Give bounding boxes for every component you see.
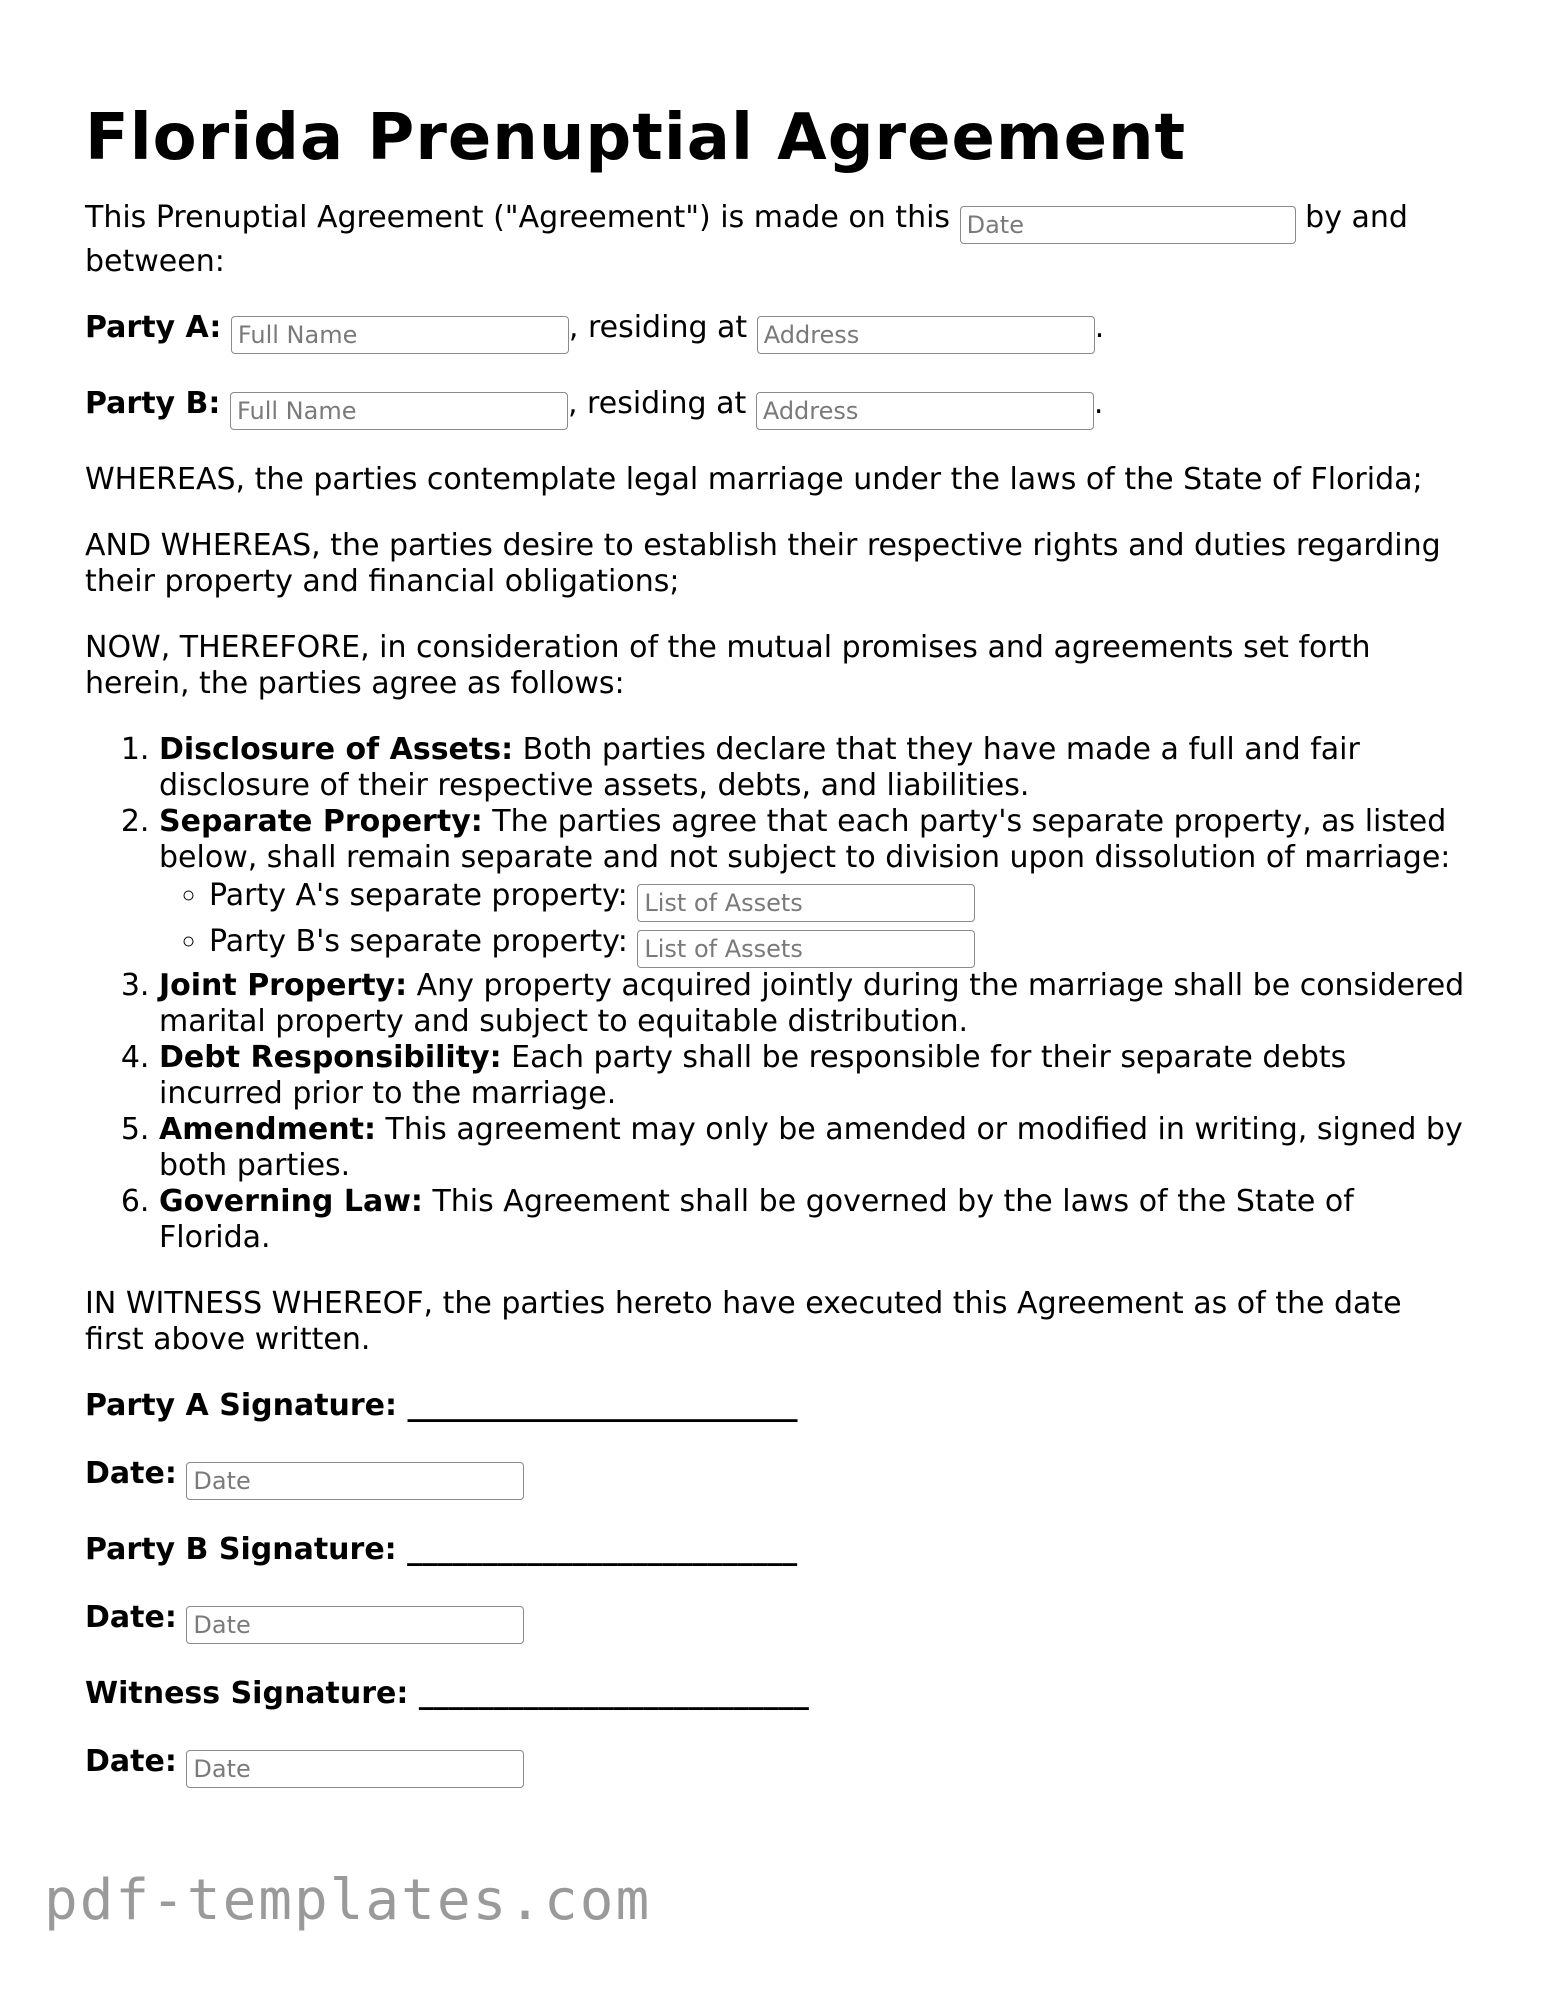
recital-whereas: WHEREAS, the parties contemplate legal marriage under the laws of the State of Florida; (85, 462, 1423, 497)
party-b-period: . (1093, 386, 1104, 421)
term-text: Each party shall be responsible for their separate debts incurred prior to the marriage. (159, 1040, 1347, 1111)
party-b-line (85, 386, 1465, 430)
party-b-date-input[interactable] (186, 1606, 524, 1644)
party-a-property-item (209, 876, 1465, 922)
term-heading: Disclosure of Assets: (159, 732, 514, 767)
party-b-property-item (209, 922, 1465, 968)
party-a-signature-label: Party A Signature: (85, 1388, 398, 1423)
party-a-line (85, 310, 1465, 354)
term-text: The parties agree that each party's separate property, as listed below, shall remain separate and not subject to division upon dissolution of marriage: (159, 804, 1451, 875)
term-item (159, 1112, 1465, 1184)
term-heading: Separate Property: (159, 804, 483, 839)
party-b-date-line (85, 1600, 1465, 1644)
witness-date-input[interactable] (186, 1750, 524, 1788)
watermark: pdf-templates.com (44, 1868, 652, 1933)
party-a-property-label: Party A's separate property: (209, 878, 628, 913)
document-title: Florida Prenuptial Agreement (85, 101, 1187, 175)
intro-text-before: This Prenuptial Agreement ("Agreement") is made on this (85, 200, 951, 235)
party-b-label: Party B: (85, 386, 221, 421)
party-a-date-line (85, 1456, 1465, 1500)
intro-paragraph (85, 200, 1465, 280)
term-text: This agreement may only be amended or modified in writing, signed by both parties. (159, 1112, 1463, 1183)
term-heading: Governing Law: (159, 1184, 423, 1219)
terms-list (85, 732, 1465, 1256)
term-text: This Agreement shall be governed by the laws of the State of Florida. (159, 1184, 1354, 1255)
witness-signature-field[interactable]: __________________________ (418, 1676, 809, 1711)
party-b-signature-label: Party B Signature: (85, 1532, 397, 1567)
party-a-address-input[interactable] (757, 316, 1095, 354)
party-a-period: . (1094, 310, 1105, 345)
document-page (85, 98, 1465, 1820)
term-text: Any property acquired jointly during the marriage shall be considered marital property and subject to equitable distribution. (159, 968, 1465, 1039)
term-item (159, 1040, 1465, 1112)
party-a-residing-text: , residing at (568, 310, 748, 345)
recital-and-whereas: AND WHEREAS, the parties desire to establish their respective rights and duties regarding their property and financial obligations; (85, 528, 1441, 599)
party-b-signature-field[interactable]: __________________________ (407, 1532, 798, 1567)
party-a-label: Party A: (85, 310, 222, 345)
party-a-date-input[interactable] (186, 1462, 524, 1500)
term-heading: Amendment: (159, 1112, 376, 1147)
term-heading: Joint Property: (159, 968, 408, 1003)
party-a-assets-input[interactable] (637, 884, 975, 922)
party-a-date-label: Date: (85, 1456, 177, 1491)
agreement-date-input[interactable] (960, 206, 1296, 244)
term-item (159, 1184, 1465, 1256)
term-item (159, 804, 1465, 968)
term-heading: Debt Responsibility: (159, 1040, 502, 1075)
party-b-residing-text: , residing at (567, 386, 747, 421)
party-b-assets-input[interactable] (637, 930, 975, 968)
term-item (159, 968, 1465, 1040)
witness-date-label: Date: (85, 1744, 177, 1779)
separate-property-list (159, 876, 1465, 968)
intro-text-after: by and between: (85, 200, 1408, 279)
witness-signature-label: Witness Signature: (85, 1676, 409, 1711)
party-a-name-input[interactable] (231, 316, 569, 354)
party-b-property-label: Party B's separate property: (209, 924, 628, 959)
witness-signature-line (85, 1676, 1465, 1712)
party-b-signature-line (85, 1532, 1465, 1568)
recital-now-therefore: NOW, THEREFORE, in consideration of the mutual promises and agreements set forth herein, the parties agree as follows: (85, 630, 1371, 701)
term-text: Both parties declare that they have made a full and fair disclosure of their respective assets, debts, and liabilities. (159, 732, 1360, 803)
party-a-signature-line (85, 1388, 1465, 1424)
party-a-signature-field[interactable]: __________________________ (407, 1388, 798, 1423)
witness-clause: IN WITNESS WHEREOF, the parties hereto have executed this Agreement as of the date first above written. (85, 1286, 1402, 1357)
party-b-name-input[interactable] (230, 392, 568, 430)
party-b-date-label: Date: (85, 1600, 177, 1635)
term-item (159, 732, 1465, 804)
party-b-address-input[interactable] (756, 392, 1094, 430)
witness-date-line (85, 1744, 1465, 1788)
